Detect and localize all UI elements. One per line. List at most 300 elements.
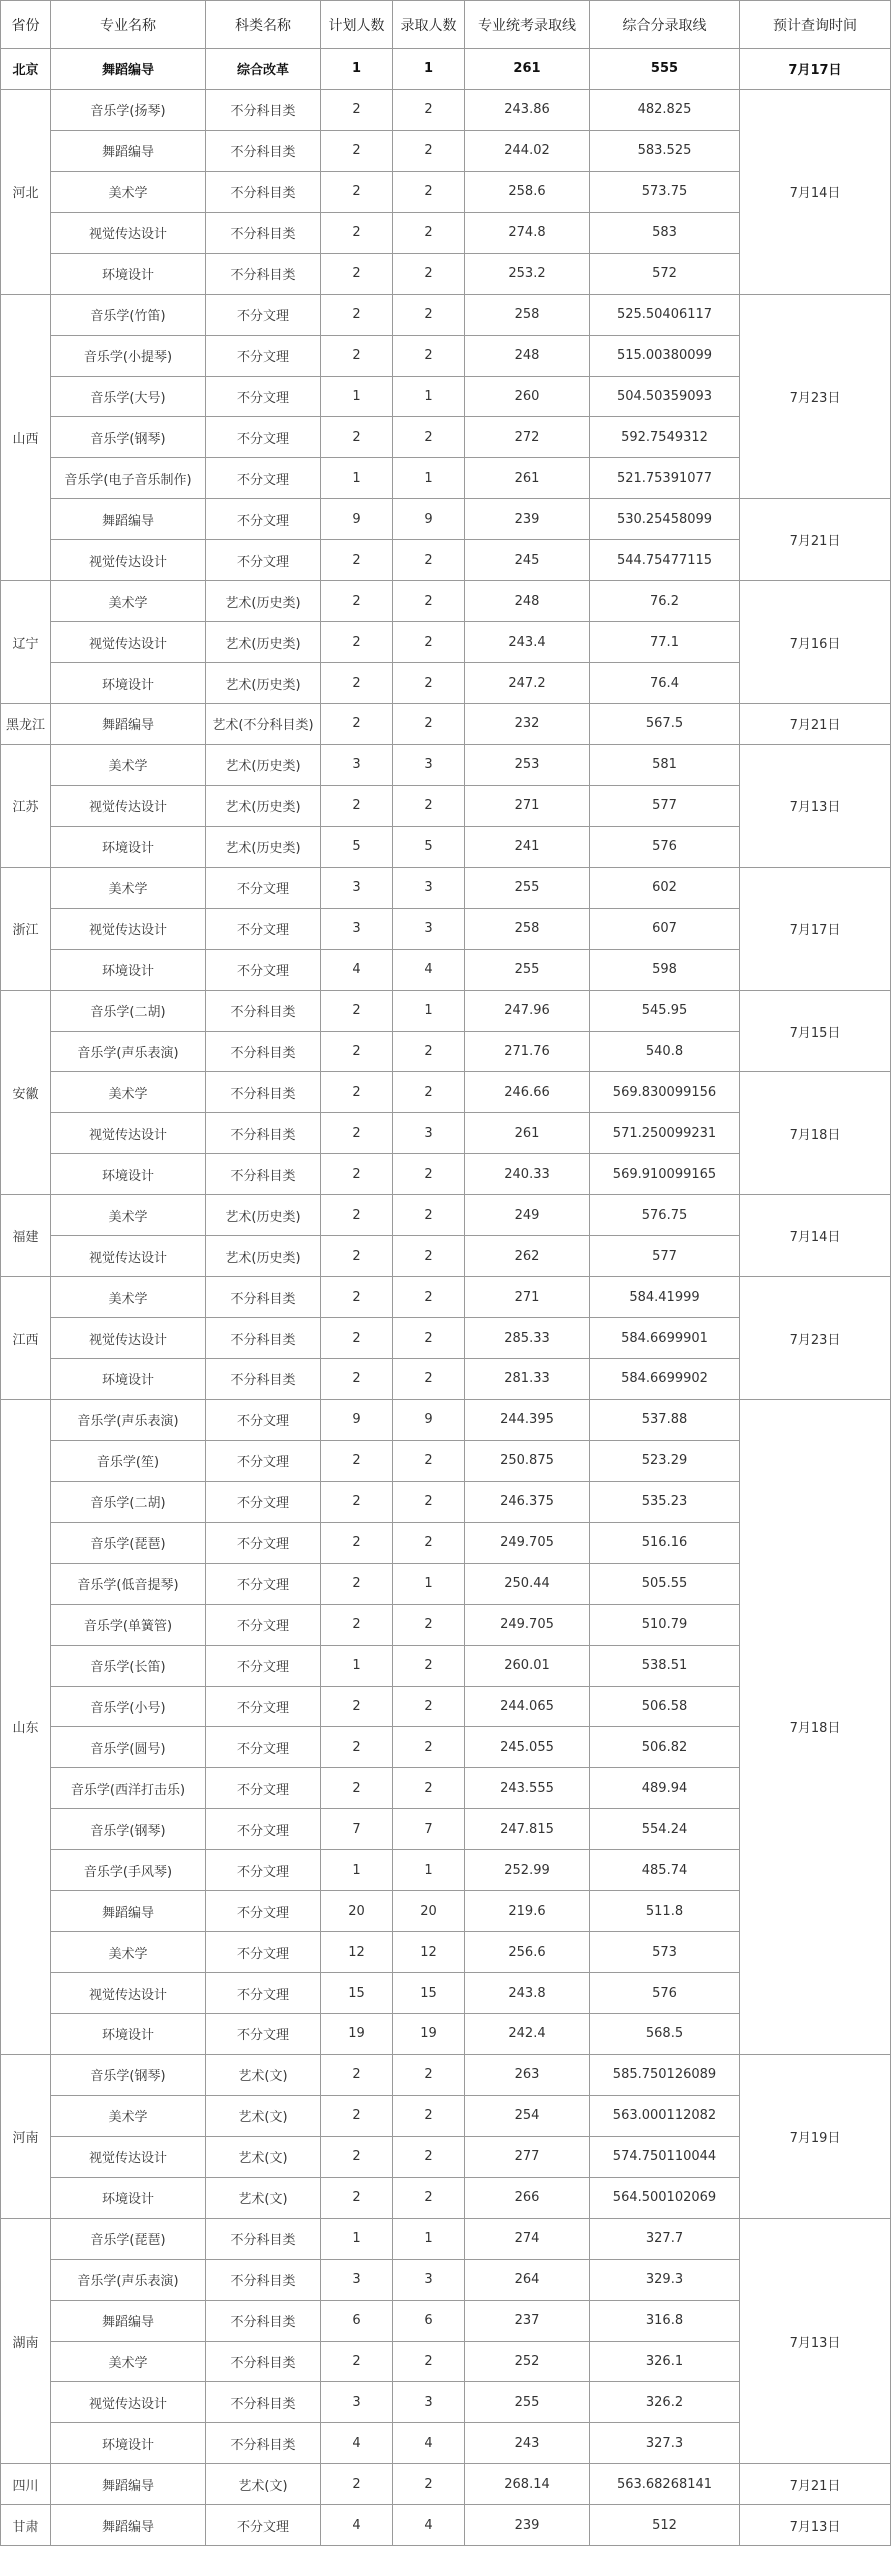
major-cell: 视觉传达设计	[51, 1236, 206, 1277]
plan-count-cell: 5	[321, 826, 393, 867]
major-cell: 美术学	[51, 867, 206, 908]
plan-count-cell: 3	[321, 908, 393, 949]
plan-count-cell: 2	[321, 2054, 393, 2095]
plan-count-cell: 2	[321, 1195, 393, 1236]
table-row	[1, 990, 891, 1031]
admitted-count-cell: 1	[393, 458, 465, 499]
plan-count-cell: 2	[321, 990, 393, 1031]
major-cell: 视觉传达设计	[51, 1973, 206, 2014]
major-cell: 音乐学(单簧管)	[51, 1604, 206, 1645]
total-line-cell: 316.8	[590, 2300, 740, 2341]
plan-count-cell: 2	[321, 417, 393, 458]
category-cell: 艺术(历史类)	[206, 744, 321, 785]
professional-line-cell: 255	[465, 949, 590, 990]
total-line-cell: 585.750126089	[590, 2054, 740, 2095]
total-line-cell: 576.75	[590, 1195, 740, 1236]
total-line-cell: 573	[590, 1932, 740, 1973]
admitted-count-cell: 2	[393, 622, 465, 663]
total-line-cell: 326.1	[590, 2341, 740, 2382]
admitted-count-cell: 2	[393, 1154, 465, 1195]
admitted-count-cell: 2	[393, 294, 465, 335]
admitted-count-cell: 2	[393, 2341, 465, 2382]
total-line-cell: 576	[590, 826, 740, 867]
admitted-count-cell: 2	[393, 1277, 465, 1318]
plan-count-cell: 2	[321, 1686, 393, 1727]
major-cell: 舞蹈编导	[51, 1891, 206, 1932]
professional-line-cell: 240.33	[465, 1154, 590, 1195]
total-line-cell: 569.910099165	[590, 1154, 740, 1195]
category-cell: 不分文理	[206, 949, 321, 990]
admitted-count-cell: 3	[393, 2382, 465, 2423]
major-cell: 音乐学(西洋打击乐)	[51, 1768, 206, 1809]
query-date-cell: 7月17日	[740, 867, 891, 990]
total-line-cell: 506.58	[590, 1686, 740, 1727]
plan-count-cell: 1	[321, 2218, 393, 2259]
total-line-cell: 598	[590, 949, 740, 990]
category-cell: 不分文理	[206, 1891, 321, 1932]
total-line-cell: 583.525	[590, 130, 740, 171]
plan-count-cell: 2	[321, 1277, 393, 1318]
plan-count-cell: 2	[321, 1359, 393, 1400]
professional-line-cell: 248	[465, 581, 590, 622]
province-cell: 甘肃	[1, 2505, 51, 2546]
table-row	[1, 867, 891, 908]
total-line-cell: 482.825	[590, 89, 740, 130]
plan-count-cell: 2	[321, 171, 393, 212]
professional-line-cell: 242.4	[465, 2014, 590, 2055]
total-line-cell: 571.250099231	[590, 1113, 740, 1154]
table-row	[1, 294, 891, 335]
category-cell: 不分文理	[206, 540, 321, 581]
plan-count-cell: 15	[321, 1973, 393, 2014]
admitted-count-cell: 5	[393, 826, 465, 867]
category-cell: 不分文理	[206, 2505, 321, 2546]
major-cell: 视觉传达设计	[51, 622, 206, 663]
admitted-count-cell: 2	[393, 130, 465, 171]
major-cell: 美术学	[51, 171, 206, 212]
admitted-count-cell: 1	[393, 376, 465, 417]
professional-line-cell: 245	[465, 540, 590, 581]
professional-line-cell: 239	[465, 499, 590, 540]
professional-line-cell: 247.96	[465, 990, 590, 1031]
admitted-count-cell: 12	[393, 1932, 465, 1973]
professional-line-cell: 244.395	[465, 1399, 590, 1440]
category-cell: 艺术(历史类)	[206, 622, 321, 663]
header-province: 省份	[1, 1, 51, 49]
admitted-count-cell: 2	[393, 212, 465, 253]
category-cell: 不分文理	[206, 417, 321, 458]
professional-line-cell: 264	[465, 2259, 590, 2300]
category-cell: 不分文理	[206, 1645, 321, 1686]
category-cell: 不分科目类	[206, 130, 321, 171]
plan-count-cell: 2	[321, 1727, 393, 1768]
category-cell: 不分文理	[206, 2014, 321, 2055]
total-line-cell: 584.6699901	[590, 1318, 740, 1359]
professional-line-cell: 250.875	[465, 1440, 590, 1481]
province-cell: 山西	[1, 294, 51, 581]
professional-line-cell: 266	[465, 2177, 590, 2218]
total-line-cell: 581	[590, 744, 740, 785]
total-line-cell: 544.75477115	[590, 540, 740, 581]
category-cell: 不分文理	[206, 1399, 321, 1440]
category-cell: 不分文理	[206, 1973, 321, 2014]
professional-line-cell: 249.705	[465, 1522, 590, 1563]
header-row	[1, 1, 891, 49]
plan-count-cell: 2	[321, 335, 393, 376]
major-cell: 音乐学(琵琶)	[51, 2218, 206, 2259]
category-cell: 不分科目类	[206, 1031, 321, 1072]
total-line-cell: 564.500102069	[590, 2177, 740, 2218]
professional-line-cell: 261	[465, 458, 590, 499]
admitted-count-cell: 2	[393, 1031, 465, 1072]
plan-count-cell: 2	[321, 704, 393, 745]
professional-line-cell: 246.375	[465, 1481, 590, 1522]
total-line-cell: 568.5	[590, 2014, 740, 2055]
total-line-cell: 602	[590, 867, 740, 908]
province-cell: 黑龙江	[1, 704, 51, 745]
admitted-count-cell: 2	[393, 1768, 465, 1809]
professional-line-cell: 245.055	[465, 1727, 590, 1768]
admitted-count-cell: 1	[393, 1850, 465, 1891]
admitted-count-cell: 2	[393, 1645, 465, 1686]
plan-count-cell: 1	[321, 49, 393, 90]
admitted-count-cell: 2	[393, 89, 465, 130]
admitted-count-cell: 2	[393, 785, 465, 826]
professional-line-cell: 253.2	[465, 253, 590, 294]
category-cell: 不分科目类	[206, 89, 321, 130]
admitted-count-cell: 9	[393, 499, 465, 540]
header-query-date: 预计查询时间	[740, 1, 891, 49]
admitted-count-cell: 2	[393, 1481, 465, 1522]
admitted-count-cell: 2	[393, 1359, 465, 1400]
query-date-cell: 7月15日	[740, 990, 891, 1072]
professional-line-cell: 261	[465, 49, 590, 90]
professional-line-cell: 256.6	[465, 1932, 590, 1973]
professional-line-cell: 262	[465, 1236, 590, 1277]
admitted-count-cell: 4	[393, 2423, 465, 2464]
admitted-count-cell: 15	[393, 1973, 465, 2014]
province-cell: 安徽	[1, 990, 51, 1195]
admitted-count-cell: 2	[393, 253, 465, 294]
major-cell: 美术学	[51, 744, 206, 785]
plan-count-cell: 2	[321, 1481, 393, 1522]
province-cell: 浙江	[1, 867, 51, 990]
total-line-cell: 584.6699902	[590, 1359, 740, 1400]
admitted-count-cell: 1	[393, 2218, 465, 2259]
professional-line-cell: 244.065	[465, 1686, 590, 1727]
category-cell: 不分科目类	[206, 2259, 321, 2300]
major-cell: 环境设计	[51, 826, 206, 867]
admitted-count-cell: 1	[393, 990, 465, 1031]
plan-count-cell: 9	[321, 499, 393, 540]
admitted-count-cell: 3	[393, 744, 465, 785]
major-cell: 舞蹈编导	[51, 704, 206, 745]
major-cell: 音乐学(笙)	[51, 1440, 206, 1481]
query-date-cell: 7月18日	[740, 1399, 891, 2054]
total-line-cell: 555	[590, 49, 740, 90]
total-line-cell: 505.55	[590, 1563, 740, 1604]
category-cell: 不分文理	[206, 1440, 321, 1481]
admitted-count-cell: 2	[393, 663, 465, 704]
professional-line-cell: 281.33	[465, 1359, 590, 1400]
admitted-count-cell: 2	[393, 417, 465, 458]
admitted-count-cell: 2	[393, 2464, 465, 2505]
province-cell: 河北	[1, 89, 51, 294]
header-category: 科类名称	[206, 1, 321, 49]
major-cell: 美术学	[51, 2341, 206, 2382]
plan-count-cell: 2	[321, 1604, 393, 1645]
query-date-cell: 7月21日	[740, 704, 891, 745]
header-professional-line: 专业统考录取线	[465, 1, 590, 49]
major-cell: 舞蹈编导	[51, 49, 206, 90]
professional-line-cell: 272	[465, 417, 590, 458]
plan-count-cell: 3	[321, 867, 393, 908]
major-cell: 音乐学(小提琴)	[51, 335, 206, 376]
major-cell: 音乐学(扬琴)	[51, 89, 206, 130]
admitted-count-cell: 2	[393, 1072, 465, 1113]
plan-count-cell: 7	[321, 1809, 393, 1850]
category-cell: 不分文理	[206, 1850, 321, 1891]
total-line-cell: 577	[590, 1236, 740, 1277]
table-row	[1, 1072, 891, 1113]
plan-count-cell: 4	[321, 2423, 393, 2464]
total-line-cell: 535.23	[590, 1481, 740, 1522]
category-cell: 不分文理	[206, 458, 321, 499]
category-cell: 不分科目类	[206, 253, 321, 294]
category-cell: 不分文理	[206, 867, 321, 908]
total-line-cell: 592.7549312	[590, 417, 740, 458]
total-line-cell: 530.25458099	[590, 499, 740, 540]
category-cell: 不分科目类	[206, 2382, 321, 2423]
admitted-count-cell: 20	[393, 1891, 465, 1932]
professional-line-cell: 246.66	[465, 1072, 590, 1113]
admitted-count-cell: 3	[393, 2259, 465, 2300]
admitted-count-cell: 2	[393, 581, 465, 622]
admitted-count-cell: 2	[393, 1727, 465, 1768]
plan-count-cell: 2	[321, 663, 393, 704]
professional-line-cell: 243	[465, 2423, 590, 2464]
major-cell: 音乐学(声乐表演)	[51, 1031, 206, 1072]
major-cell: 环境设计	[51, 1154, 206, 1195]
admitted-count-cell: 6	[393, 2300, 465, 2341]
admitted-count-cell: 2	[393, 2054, 465, 2095]
professional-line-cell: 285.33	[465, 1318, 590, 1359]
professional-line-cell: 243.8	[465, 1973, 590, 2014]
total-line-cell: 327.7	[590, 2218, 740, 2259]
total-line-cell: 77.1	[590, 622, 740, 663]
major-cell: 视觉传达设计	[51, 785, 206, 826]
major-cell: 美术学	[51, 1932, 206, 1973]
professional-line-cell: 232	[465, 704, 590, 745]
category-cell: 不分文理	[206, 908, 321, 949]
category-cell: 不分科目类	[206, 2218, 321, 2259]
major-cell: 音乐学(小号)	[51, 1686, 206, 1727]
admitted-count-cell: 3	[393, 908, 465, 949]
major-cell: 音乐学(电子音乐制作)	[51, 458, 206, 499]
province-cell: 湖南	[1, 2218, 51, 2464]
total-line-cell: 540.8	[590, 1031, 740, 1072]
major-cell: 美术学	[51, 1277, 206, 1318]
total-line-cell: 511.8	[590, 1891, 740, 1932]
professional-line-cell: 253	[465, 744, 590, 785]
major-cell: 美术学	[51, 2095, 206, 2136]
total-line-cell: 537.88	[590, 1399, 740, 1440]
professional-line-cell: 263	[465, 2054, 590, 2095]
major-cell: 环境设计	[51, 2423, 206, 2464]
plan-count-cell: 2	[321, 1113, 393, 1154]
header-major: 专业名称	[51, 1, 206, 49]
major-cell: 舞蹈编导	[51, 130, 206, 171]
professional-line-cell: 254	[465, 2095, 590, 2136]
professional-line-cell: 243.4	[465, 622, 590, 663]
table-row	[1, 1277, 891, 1318]
plan-count-cell: 2	[321, 1522, 393, 1563]
table-row	[1, 2464, 891, 2505]
query-date-cell: 7月14日	[740, 1195, 891, 1277]
major-cell: 美术学	[51, 581, 206, 622]
query-date-cell: 7月16日	[740, 581, 891, 704]
total-line-cell: 607	[590, 908, 740, 949]
professional-line-cell: 237	[465, 2300, 590, 2341]
category-cell: 不分文理	[206, 376, 321, 417]
plan-count-cell: 9	[321, 1399, 393, 1440]
plan-count-cell: 2	[321, 2095, 393, 2136]
category-cell: 艺术(文)	[206, 2054, 321, 2095]
admitted-count-cell: 2	[393, 1604, 465, 1645]
total-line-cell: 525.50406117	[590, 294, 740, 335]
total-line-cell: 567.5	[590, 704, 740, 745]
category-cell: 不分科目类	[206, 212, 321, 253]
total-line-cell: 583	[590, 212, 740, 253]
plan-count-cell: 2	[321, 212, 393, 253]
major-cell: 视觉传达设计	[51, 1318, 206, 1359]
professional-line-cell: 260	[465, 376, 590, 417]
plan-count-cell: 2	[321, 1154, 393, 1195]
category-cell: 不分科目类	[206, 1318, 321, 1359]
category-cell: 艺术(文)	[206, 2095, 321, 2136]
total-line-cell: 545.95	[590, 990, 740, 1031]
category-cell: 艺术(文)	[206, 2464, 321, 2505]
total-line-cell: 515.00380099	[590, 335, 740, 376]
professional-line-cell: 255	[465, 867, 590, 908]
category-cell: 艺术(文)	[206, 2177, 321, 2218]
major-cell: 舞蹈编导	[51, 2464, 206, 2505]
table-row	[1, 49, 891, 90]
major-cell: 舞蹈编导	[51, 499, 206, 540]
total-line-cell: 512	[590, 2505, 740, 2546]
professional-line-cell: 241	[465, 826, 590, 867]
category-cell: 不分科目类	[206, 171, 321, 212]
category-cell: 不分文理	[206, 1604, 321, 1645]
admitted-count-cell: 2	[393, 2177, 465, 2218]
total-line-cell: 327.3	[590, 2423, 740, 2464]
total-line-cell: 574.750110044	[590, 2136, 740, 2177]
major-cell: 视觉传达设计	[51, 2382, 206, 2423]
total-line-cell: 563.68268141	[590, 2464, 740, 2505]
professional-line-cell: 274	[465, 2218, 590, 2259]
table-row	[1, 2218, 891, 2259]
professional-line-cell: 258	[465, 908, 590, 949]
category-cell: 不分科目类	[206, 1154, 321, 1195]
total-line-cell: 326.2	[590, 2382, 740, 2423]
professional-line-cell: 243.86	[465, 89, 590, 130]
major-cell: 音乐学(二胡)	[51, 1481, 206, 1522]
admitted-count-cell: 4	[393, 2505, 465, 2546]
plan-count-cell: 2	[321, 1318, 393, 1359]
plan-count-cell: 2	[321, 1236, 393, 1277]
professional-line-cell: 258.6	[465, 171, 590, 212]
plan-count-cell: 19	[321, 2014, 393, 2055]
major-cell: 环境设计	[51, 1359, 206, 1400]
major-cell: 音乐学(大号)	[51, 376, 206, 417]
province-cell: 辽宁	[1, 581, 51, 704]
total-line-cell: 569.830099156	[590, 1072, 740, 1113]
query-date-cell: 7月14日	[740, 89, 891, 294]
plan-count-cell: 2	[321, 89, 393, 130]
province-cell: 江苏	[1, 744, 51, 867]
table-row	[1, 89, 891, 130]
admitted-count-cell: 9	[393, 1399, 465, 1440]
plan-count-cell: 2	[321, 2341, 393, 2382]
category-cell: 不分文理	[206, 1727, 321, 1768]
major-cell: 舞蹈编导	[51, 2505, 206, 2546]
professional-line-cell: 271.76	[465, 1031, 590, 1072]
professional-line-cell: 247.2	[465, 663, 590, 704]
total-line-cell: 521.75391077	[590, 458, 740, 499]
category-cell: 不分文理	[206, 1932, 321, 1973]
admitted-count-cell: 2	[393, 335, 465, 376]
admitted-count-cell: 2	[393, 1522, 465, 1563]
table-row	[1, 2505, 891, 2546]
professional-line-cell: 252.99	[465, 1850, 590, 1891]
professional-line-cell: 249	[465, 1195, 590, 1236]
query-date-cell: 7月18日	[740, 1072, 891, 1195]
admitted-count-cell: 2	[393, 704, 465, 745]
professional-line-cell: 271	[465, 1277, 590, 1318]
major-cell: 环境设计	[51, 2177, 206, 2218]
professional-line-cell: 260.01	[465, 1645, 590, 1686]
category-cell: 艺术(历史类)	[206, 663, 321, 704]
admitted-count-cell: 3	[393, 867, 465, 908]
admitted-count-cell: 1	[393, 49, 465, 90]
query-date-cell: 7月17日	[740, 49, 891, 90]
total-line-cell: 504.50359093	[590, 376, 740, 417]
plan-count-cell: 2	[321, 1440, 393, 1481]
total-line-cell: 485.74	[590, 1850, 740, 1891]
major-cell: 舞蹈编导	[51, 2300, 206, 2341]
category-cell: 不分科目类	[206, 1113, 321, 1154]
admitted-count-cell: 1	[393, 1563, 465, 1604]
category-cell: 综合改革	[206, 49, 321, 90]
query-date-cell: 7月21日	[740, 2464, 891, 2505]
major-cell: 音乐学(声乐表演)	[51, 2259, 206, 2300]
major-cell: 音乐学(钢琴)	[51, 2054, 206, 2095]
major-cell: 视觉传达设计	[51, 1113, 206, 1154]
province-cell: 山东	[1, 1399, 51, 2054]
professional-line-cell: 255	[465, 2382, 590, 2423]
category-cell: 不分文理	[206, 1809, 321, 1850]
table-row	[1, 1195, 891, 1236]
category-cell: 艺术(历史类)	[206, 1195, 321, 1236]
professional-line-cell: 250.44	[465, 1563, 590, 1604]
plan-count-cell: 1	[321, 1850, 393, 1891]
major-cell: 视觉传达设计	[51, 2136, 206, 2177]
plan-count-cell: 2	[321, 2136, 393, 2177]
major-cell: 音乐学(二胡)	[51, 990, 206, 1031]
plan-count-cell: 3	[321, 744, 393, 785]
category-cell: 不分科目类	[206, 2300, 321, 2341]
major-cell: 环境设计	[51, 2014, 206, 2055]
